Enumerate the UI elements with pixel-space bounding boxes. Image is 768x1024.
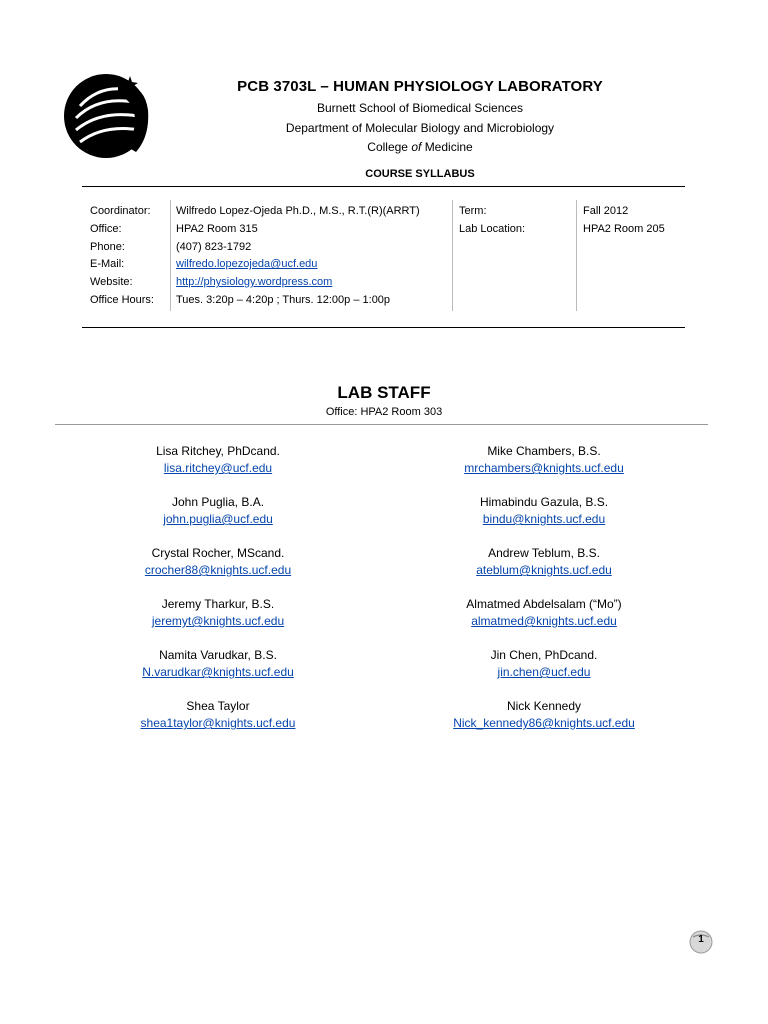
staff-name: John Puglia, B.A. xyxy=(171,495,265,509)
ucf-pegasus-logo-icon xyxy=(60,66,156,162)
staff-member xyxy=(394,443,694,494)
staff-name: Jin Chen, PhDcand. xyxy=(490,648,598,662)
info-bottom-divider xyxy=(82,327,685,328)
staff-email-link[interactable]: shea1taylor@knights.ucf.edu xyxy=(140,716,296,730)
lab-staff-office: Office: HPA2 Room 303 xyxy=(325,406,443,418)
staff-member xyxy=(394,698,694,749)
staff-name: Himabindu Gazula, B.S. xyxy=(479,495,609,509)
staff-member xyxy=(68,545,368,596)
term-labels xyxy=(459,203,525,239)
staff-name: Shea Taylor xyxy=(186,699,250,713)
staff-name: Almatmed Abdelsalam (“Mo”) xyxy=(466,597,622,611)
lab-staff-heading: LAB STAFF xyxy=(337,383,431,402)
office-value: HPA2 Room 315 xyxy=(176,222,258,235)
staff-email-link[interactable]: jin.chen@ucf.edu xyxy=(497,665,591,679)
staff-email-link[interactable]: ateblum@knights.ucf.edu xyxy=(476,563,612,577)
staff-member xyxy=(394,545,694,596)
info-column-divider xyxy=(576,200,577,311)
staff-member xyxy=(394,596,694,647)
staff-member xyxy=(68,647,368,698)
staff-member xyxy=(68,443,368,494)
info-labels xyxy=(90,203,154,310)
staff-name: Nick Kennedy xyxy=(506,699,582,713)
college-of: of xyxy=(411,140,422,154)
coordinator-email-link[interactable]: wilfredo.lopezojeda@ucf.edu xyxy=(176,258,318,271)
office-label: Office: xyxy=(90,222,122,235)
staff-name: Mike Chambers, B.S. xyxy=(487,444,601,458)
staff-name: Namita Varudkar, B.S. xyxy=(159,648,277,662)
lab-location-value: HPA2 Room 205 xyxy=(583,222,665,235)
info-column-divider xyxy=(452,200,453,311)
staff-name: Crystal Rocher, MScand. xyxy=(151,546,285,560)
info-column-divider xyxy=(170,200,171,311)
office-hours-value: Tues. 3:20p – 4:20p ; Thurs. 12:00p – 1:00p xyxy=(176,293,391,306)
staff-name: Lisa Ritchey, PhDcand. xyxy=(156,444,280,458)
info-values xyxy=(176,203,420,310)
staff-name: Jeremy Tharkur, B.S. xyxy=(161,597,275,611)
phone-value: (407) 823-1792 xyxy=(176,240,252,253)
staff-member xyxy=(68,596,368,647)
office-hours-label: Office Hours: xyxy=(90,293,154,306)
staff-column-left xyxy=(68,443,368,749)
staff-email-link[interactable]: mrchambers@knights.ucf.edu xyxy=(464,461,624,475)
staff-member xyxy=(394,647,694,698)
department-name: Department of Molecular Biology and Microbiology xyxy=(285,121,555,135)
coordinator-value: Wilfredo Lopez-Ojeda Ph.D., M.S., R.T.(R)(ARRT) xyxy=(176,205,420,217)
term-value: Fall 2012 xyxy=(583,205,629,217)
term-values xyxy=(583,203,665,239)
lab-location-label: Lab Location: xyxy=(459,222,526,235)
staff-name: Andrew Teblum, B.S. xyxy=(488,546,600,560)
term-label: Term: xyxy=(459,205,487,217)
staff-email-link[interactable]: Nick_kennedy86@knights.ucf.edu xyxy=(453,716,635,730)
page-number: 1 xyxy=(698,934,704,945)
staff-divider xyxy=(55,424,708,425)
college-prefix: College xyxy=(367,140,408,154)
college-name xyxy=(160,140,680,154)
staff-email-link[interactable]: lisa.ritchey@ucf.edu xyxy=(163,461,273,475)
staff-member xyxy=(68,698,368,749)
staff-email-link[interactable]: john.puglia@ucf.edu xyxy=(163,512,273,526)
website-link[interactable]: http://physiology.wordpress.com xyxy=(176,276,333,289)
coordinator-label: Coordinator: xyxy=(90,205,151,217)
staff-email-link[interactable]: almatmed@knights.ucf.edu xyxy=(471,614,617,628)
email-label: E-Mail: xyxy=(90,258,125,271)
staff-member xyxy=(68,494,368,545)
website-label: Website: xyxy=(90,276,133,289)
top-divider xyxy=(82,186,685,187)
phone-label: Phone: xyxy=(90,240,125,253)
staff-email-link[interactable]: N.varudkar@knights.ucf.edu xyxy=(142,665,294,679)
school-name: Burnett School of Biomedical Sciences xyxy=(316,101,524,115)
staff-email-link[interactable]: jeremyt@knights.ucf.edu xyxy=(151,614,285,628)
staff-email-link[interactable]: bindu@knights.ucf.edu xyxy=(482,512,606,526)
college-suffix: Medicine xyxy=(424,140,473,154)
course-title: PCB 3703L – HUMAN PHYSIOLOGY LABORATORY xyxy=(237,78,603,95)
staff-member xyxy=(394,494,694,545)
course-syllabus-heading: COURSE SYLLABUS xyxy=(365,168,475,180)
staff-column-right xyxy=(394,443,694,749)
staff-email-link[interactable]: crocher88@knights.ucf.edu xyxy=(144,563,292,577)
